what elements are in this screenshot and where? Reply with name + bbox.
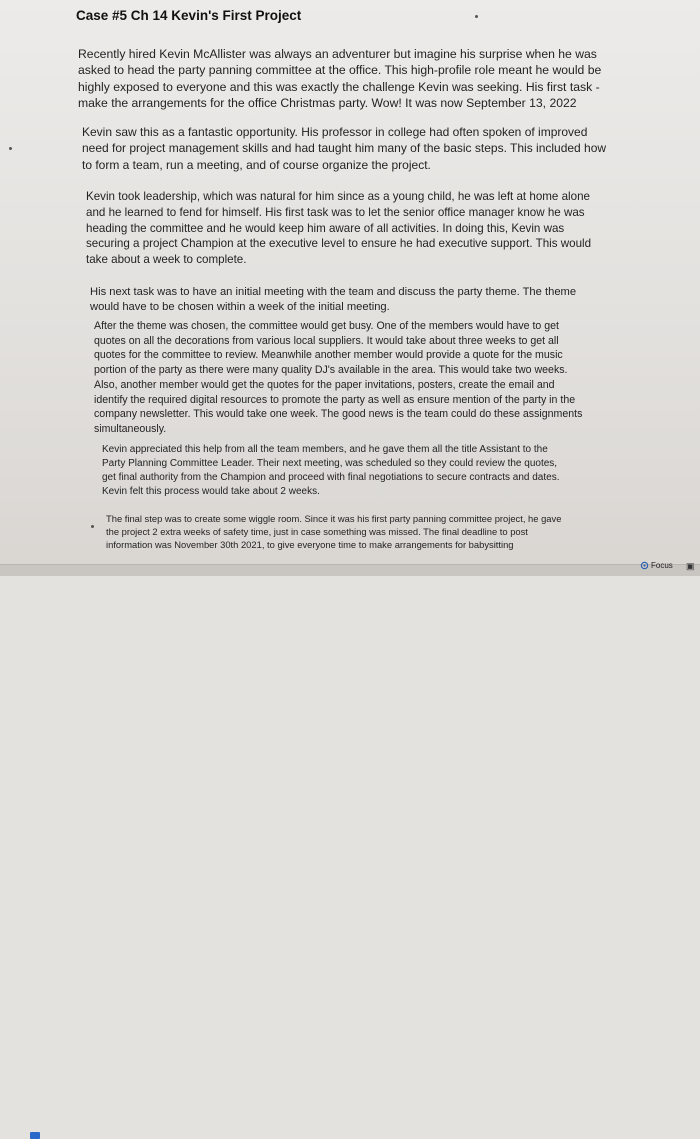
focus-icon xyxy=(640,561,649,570)
paragraph-3: Kevin took leadership, which was natural for him since as a young child, he was left at home alone and he learned to fend for himself. His first task was to let the senior office manager know he was heading the committee and he would keep him aware of all activities. In doing this, Kevin was securing a project Champion at the executive level to ensure he had executive support. This would take about a week to complete. xyxy=(86,190,592,267)
app-icon[interactable] xyxy=(30,1132,40,1139)
stray-mark xyxy=(9,147,12,150)
stray-mark xyxy=(91,525,94,528)
paragraph-1: Recently hired Kevin McAllister was always an adventurer but imagine his surprise when he was asked to head the party panning committee at the office. This high-profile role meant he would be highly exposed to everyone and this was exactly the challenge Kevin was seeking. His first task - make the arrangements for the office Christmas party. Wow! It was now September 13, 2022 xyxy=(78,47,602,111)
focus-button[interactable] xyxy=(640,561,673,570)
paragraph-6: Kevin appreciated this help from all the team members, and he gave them all the title Assistant to the Party Planning Committee Leader. Their next meeting, was scheduled so they could review the quotes, get final authority from the Champion and proceed with final negotiations to secure contracts and dates. Kevin felt this process would take about 2 weeks. xyxy=(102,444,560,497)
paragraph-2: Kevin saw this as a fantastic opportunity. His professor in college had often spoken of improved need for project management skills and had taught him many of the basic steps. This included how to form a team, run a meeting, and of course organize the project. xyxy=(82,125,607,172)
display-icon[interactable]: ▣ xyxy=(686,561,695,571)
paragraph-4: His next task was to have an initial meeting with the team and discuss the party theme. The theme would have to be chosen within a week of the initial meeting. xyxy=(90,286,577,314)
document-title: Case #5 Ch 14 Kevin's First Project xyxy=(76,8,302,23)
stray-mark xyxy=(475,15,478,18)
taskbar xyxy=(0,564,700,576)
focus-label: Focus xyxy=(651,561,673,570)
paragraph-7: The final step was to create some wiggle room. Since it was his first party panning committee project, he gave the project 2 extra weeks of safety time, just in case something was missed. The final deadline to post information was November 30th 2021, to give everyone time to make arrangements for babysitting xyxy=(106,513,562,550)
paragraph-5: After the theme was chosen, the committee would get busy. One of the members would have to get quotes on all the decorations from various local suppliers. It would take about three weeks to get all quotes for the committee to review. Meanwhile another member would provide a quote for the music portion of the party as there were many quality DJ's available in the area. This would take two weeks. Also, another member would get the quotes for the paper invitations, posters, create the email and identify the required digital resources to promote the party as well as ensure mention of the party in the company newsletter. This would take one week. The good news is the team could do these assignments simultaneously. xyxy=(94,320,583,435)
